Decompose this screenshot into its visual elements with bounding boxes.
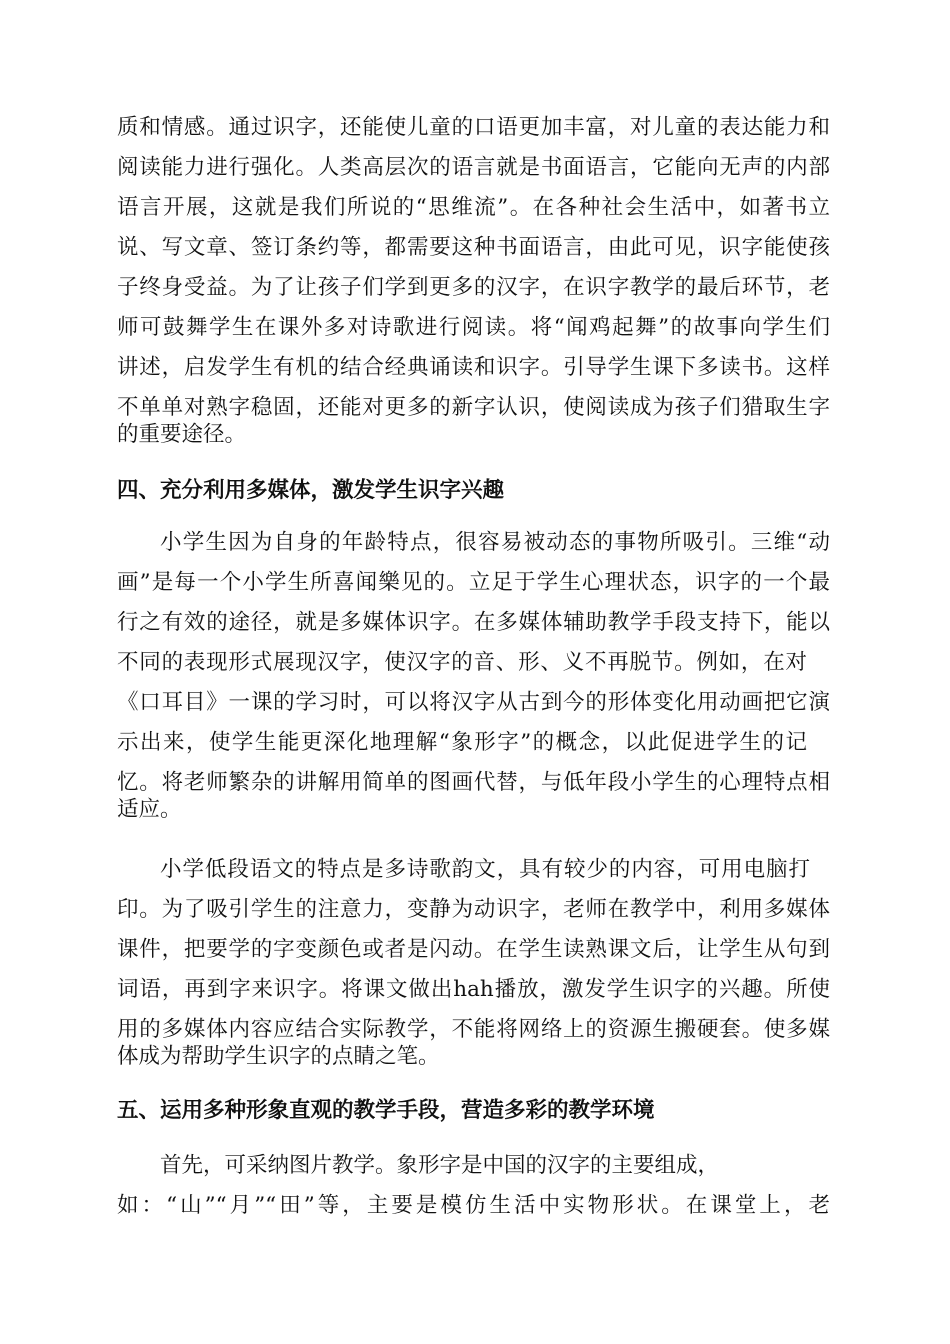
paragraph-line: 印。为了吸引学生的注意力，变静为动识字，老师在教学中，利用多媒体: [117, 897, 830, 922]
paragraph-line: 的重要途径。: [117, 422, 247, 447]
paragraph-line: 适应。: [117, 797, 182, 822]
paragraph-line: 说、写文章、签订条约等，都需要这种书面语言，由此可见，识字能使孩: [117, 235, 830, 260]
section-heading-5: 五、运用多种形象直观的教学手段，营造多彩的教学环境: [117, 1098, 655, 1123]
paragraph-line: 用的多媒体内容应结合实际教学，不能将网络上的资源生搬硬套。使多媒: [117, 1017, 830, 1042]
section-heading-4: 四、充分利用多媒体，激发学生识字兴趣: [117, 478, 505, 503]
paragraph-line: 行之有效的途径，就是多媒体识字。在多媒体辅助教学手段支持下，能以: [117, 610, 830, 635]
paragraph-line: 首先，可采纳图片教学。象形字是中国的汉字的主要组成，: [160, 1153, 720, 1178]
paragraph-line: 《口耳目》一课的学习时，可以将汉字从古到今的形体变化用动画把它演: [117, 690, 830, 715]
paragraph-line: 子终身受益。为了让孩子们学到更多的汉字，在识字教学的最后环节，老: [117, 275, 830, 300]
paragraph-line: 阅读能力进行强化。人类高层次的语言就是书面语言，它能向无声的内部: [117, 155, 830, 180]
paragraph-line: 忆。将老师繁杂的讲解用简单的图画代替，与低年段小学生的心理特点相: [117, 770, 830, 795]
paragraph-line: 师可鼓舞学生在课外多对诗歌进行阅读。将“闻鸡起舞”的故事向学生们: [117, 315, 830, 340]
paragraph-line: 质和情感。通过识字，还能使儿童的口语更加丰富，对儿童的表达能力和: [117, 115, 830, 140]
paragraph-line: 示出来，使学生能更深化地理解“象形字”的概念，以此促进学生的记: [117, 730, 807, 755]
paragraph-line: 如：“山”“月”“田”等，主要是模仿生活中实物形状。在课堂上，老: [117, 1193, 830, 1218]
paragraph-line: 语言开展，这就是我们所说的“思维流”。在各种社会生活中，如著书立: [117, 195, 830, 220]
paragraph-line: 体成为帮助学生识字的点睛之笔。: [117, 1044, 440, 1069]
paragraph-line: 讲述，启发学生有机的结合经典诵读和识字。引导学生课下多读书。这样: [117, 355, 830, 380]
paragraph-line: 小学生因为自身的年龄特点，很容易被动态的事物所吸引。三维“动: [160, 530, 830, 555]
paragraph-line: 不同的表现形式展现汉字，使汉字的音、形、义不再脱节。例如，在对: [117, 650, 807, 675]
paragraph-line: 画”是每一个小学生所喜闻樂见的。立足于学生心理状态，识字的一个最: [117, 570, 830, 595]
paragraph-line: 小学低段语文的特点是多诗歌韵文，具有较少的内容，可用电脑打: [160, 857, 810, 882]
paragraph-line: 不单单对熟字稳固，还能对更多的新字认识，使阅读成为孩子们猎取生字: [117, 395, 830, 420]
paragraph-line: 词语，再到字来识字。将课文做出hah播放，激发学生识字的兴趣。所使: [117, 977, 830, 1002]
paragraph-line: 课件，把要学的字变颜色或者是闪动。在学生读熟课文后，让学生从句到: [117, 937, 830, 962]
